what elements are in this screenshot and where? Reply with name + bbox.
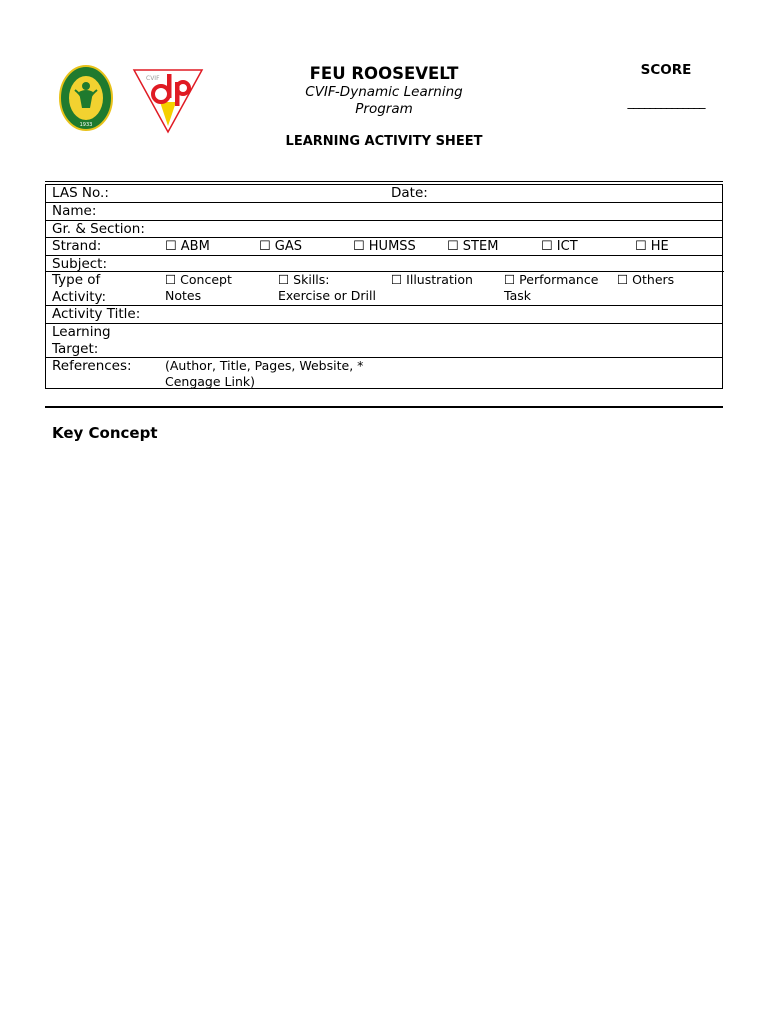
activity-option-illustration[interactable] (391, 272, 473, 288)
name-label: Name: (52, 203, 97, 219)
cvif-dlp-logo (132, 68, 204, 134)
las-no-label: LAS No.: (52, 185, 109, 201)
activity-option-line-2: Exercise or Drill (278, 287, 376, 303)
form-row-activity-type (46, 272, 722, 306)
section-label: Gr. & Section: (52, 221, 145, 237)
form-row-name[interactable] (46, 203, 722, 221)
activity-option-line-1: ☐ Illustration (391, 272, 473, 287)
date-label: Date: (391, 185, 428, 201)
activity-option-line-1: ☐ Skills: (278, 272, 330, 287)
las-form-table (45, 184, 723, 389)
section-divider (45, 406, 723, 408)
activity-option-skills[interactable] (278, 272, 376, 303)
program-name (250, 84, 518, 118)
activity-type-label (52, 272, 106, 306)
form-row-section[interactable] (46, 221, 722, 238)
activity-type-label-line-1: Type of (52, 272, 101, 288)
activity-option-line-1: ☐ Others (617, 272, 675, 287)
strand-option-he[interactable]: ☐ HE (635, 239, 669, 254)
form-row-learning-target[interactable] (46, 324, 722, 358)
activity-option-line-2: Notes (165, 287, 202, 303)
form-row-subject[interactable] (46, 256, 722, 272)
form-row-las (46, 185, 722, 203)
score-blank-line[interactable]: ______________ (627, 95, 705, 110)
option-underline (675, 271, 724, 272)
form-row-strand (46, 238, 722, 256)
seal-year-text: 1933 (79, 122, 93, 128)
program-line-1: CVIF-Dynamic Learning (305, 84, 463, 100)
strand-option-stem[interactable]: ☐ STEM (447, 239, 499, 254)
subject-label: Subject: (52, 256, 108, 272)
activity-option-concept-notes[interactable] (165, 272, 232, 303)
sheet-title: LEARNING ACTIVITY SHEET (285, 134, 483, 149)
feu-roosevelt-seal-logo (58, 64, 114, 132)
option-underline (599, 271, 617, 272)
score-label: SCORE (640, 62, 692, 78)
table-top-rule (45, 181, 723, 182)
learning-target-label-line-2: Target: (52, 341, 99, 357)
key-concept-heading: Key Concept (52, 424, 158, 442)
learning-target-label-line-1: Learning (52, 324, 111, 340)
learning-target-label (52, 324, 111, 358)
references-hint (165, 358, 363, 389)
activity-option-line-1: ☐ Performance (504, 272, 599, 287)
activity-option-line-2: Task (504, 287, 531, 303)
form-row-references[interactable] (46, 358, 722, 390)
strand-option-gas[interactable]: ☐ GAS (259, 239, 303, 254)
activity-option-others[interactable] (617, 272, 674, 288)
school-name: FEU ROOSEVELT (309, 64, 459, 83)
strand-option-humss[interactable]: ☐ HUMSS (353, 239, 416, 254)
activity-option-line-1: ☐ Concept (165, 272, 232, 287)
dlp-small-text: CVIF (146, 75, 160, 82)
program-line-2: Program (355, 101, 413, 117)
strand-option-abm[interactable]: ☐ ABM (165, 239, 210, 254)
references-hint-line-1: (Author, Title, Pages, Website, * (165, 358, 364, 373)
form-row-activity-title[interactable] (46, 306, 722, 324)
activity-type-label-line-2: Activity: (52, 289, 107, 305)
option-underline (473, 271, 505, 272)
references-label: References: (52, 358, 132, 374)
strand-label: Strand: (52, 238, 102, 254)
activity-title-label: Activity Title: (52, 306, 141, 322)
option-underline (232, 271, 278, 272)
activity-option-performance-task[interactable] (504, 272, 598, 303)
references-hint-line-2: Cengage Link) (165, 373, 256, 389)
strand-option-ict[interactable]: ☐ ICT (541, 239, 578, 254)
